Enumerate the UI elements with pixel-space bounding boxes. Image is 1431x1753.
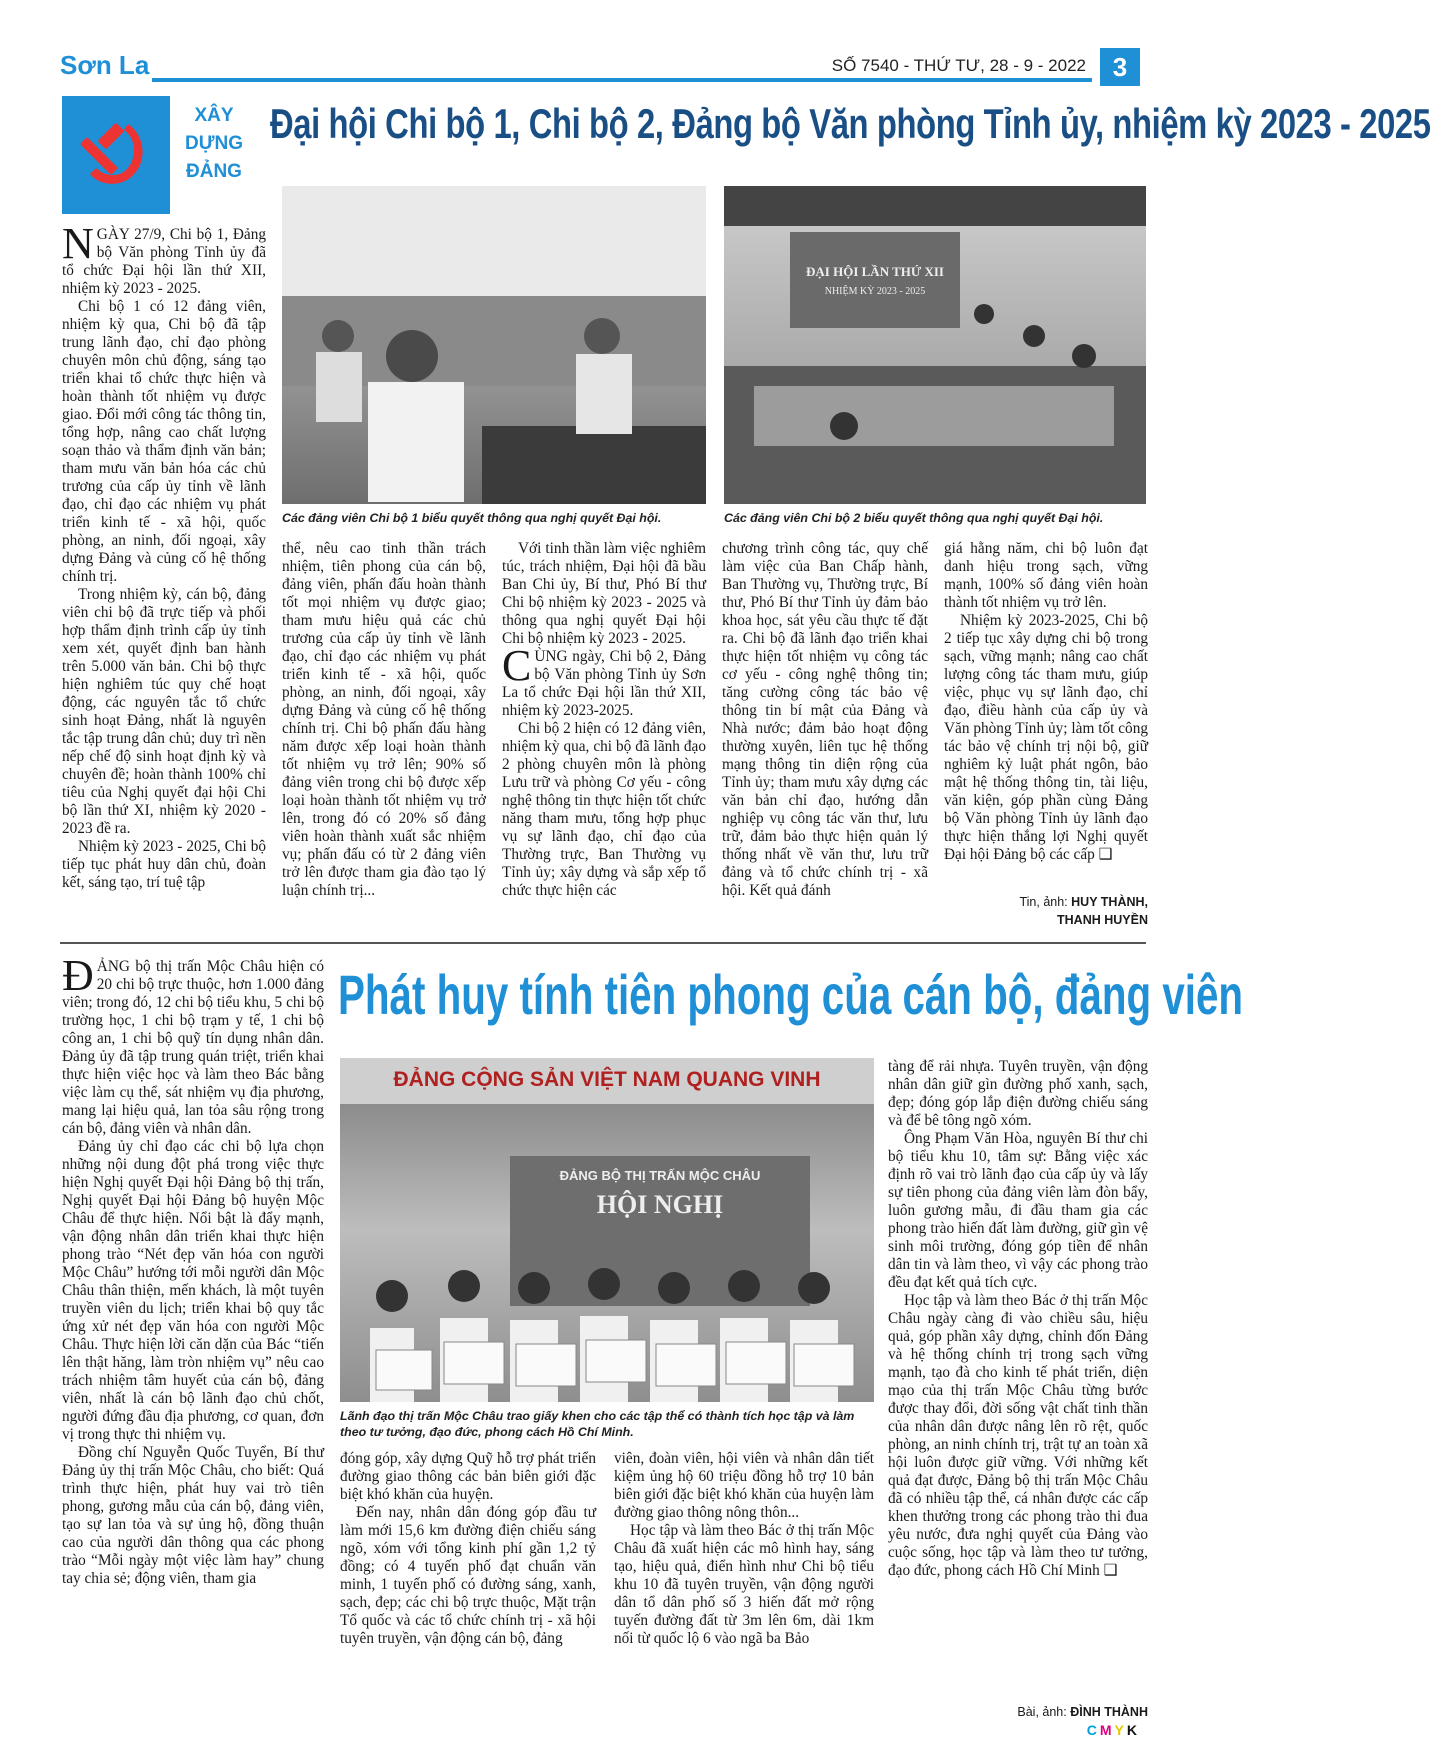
article1-column-1: NGÀY 27/9, Chi bộ 1, Đảng bộ Văn phòng Tỉnh ủy đã tổ chức Đại hội lần thứ XII, nhiệm kỳ 2023 - 2025. Chi bộ 1 có 12 đảng viên, nhiệm kỳ qua, Chi bộ đã tập trung lãnh đạo, chỉ đạo phòng chuyên môn chủ động, sáng tạo triển khai tổ chức thực hiện và hoàn thành tốt nhiệm vụ được giao. Đổi mới công tác thông tin, tổng hợp, nâng cao chất lượng soạn thảo và thẩm định văn bản; tham mưu văn bản hóa các chủ trương của cấp ủy tỉnh về lãnh đạo, chỉ đạo các nhiệm vụ phát triển kinh tế - xã hội, quốc phòng, an ninh, đối ngoại, xây dựng Đảng và củng cố hệ thống chính trị. Trong nhiệm kỳ, cán bộ, đảng viên chi bộ đã trực tiếp và phối hợp thẩm định trình cấp ủy tỉnh xem xét, quyết định ban hành trên 5.000 văn bản. Chi bộ thực hiện nghiêm túc quy chế hoạt động, các nguyên tắc tổ chức sinh hoạt Đảng, nhất là nguyên tắc tập trung dân chủ; duy trì nền nếp chế độ sinh hoạt định kỳ và chuyên đề; hoàn thành 100% chỉ tiêu của Nghị quyết đại hội Chi bộ lần thứ XI, nhiệm kỳ 2020 - 2023 đề ra. Nhiệm kỳ 2023 - 2025, Chi bộ tiếp tục phát huy dân chủ, đoàn kết, sáng tạo, trí tuệ tập — [62, 219, 266, 891]
article2-photo-caption: Lãnh đạo thị trấn Mộc Châu trao giấy khen cho các tập thể có thành tích học tập và làm theo tư tưởng, đạo đức, phong cách Hồ Chí Minh. — [340, 1409, 855, 1439]
header-rule — [152, 78, 1092, 82]
drop-cap: C — [502, 641, 532, 690]
cmyk-registration-mark: CMYK — [1086, 1722, 1140, 1738]
photo-banner-text: ĐẢNG CỘNG SẢN VIỆT NAM QUANG VINH — [393, 1068, 821, 1091]
article1-column-5: giá hằng năm, chi bộ luôn đạt danh hiệu trong sạch, vững mạnh, 100% số đảng viên hoàn thành tốt nhiệm vụ trở lên. Nhiệm kỳ 2023-2025, Chi bộ 2 tiếp tục xây dựng chi bộ trong sạch, vững mạnh; nâng cao chất lượng công tác tham mưu, giúp việc, phục vụ sự lãnh đạo, chỉ đạo, điều hành của cấp ủy và Văn phòng Tỉnh ủy; làm tốt công tác bảo vệ chính trị nội bộ, giữ nghiêm kỷ luật phát ngôn, bảo mật hệ thống thông tin, tài liệu, văn kiện, góp phần cùng Đảng bộ Văn phòng Tỉnh ủy lãnh đạo thực hiện thắng lợi Nghị quyết Đại hội Đảng bộ các cấp ❑ — [944, 540, 1148, 863]
article1-column-3: Với tinh thần làm việc nghiêm túc, trách nhiệm, Đại hội đã bầu Ban Chi ủy, Bí thư, Phó Bí thư Chi bộ nhiệm kỳ 2023 - 2025 và thông qua nghị quyết Đại hội Chi bộ nhiệm kỳ 2023 - 2025. CÙNG ngày, Chi bộ 2, Đảng bộ Văn phòng Tỉnh ủy Sơn La tổ chức Đại hội lần thứ XII, nhiệm kỳ 2023-2025. Chi bộ 2 hiện có 12 đảng viên, nhiệm kỳ qua, chi bộ đã lãnh đạo 2 phòng chuyên môn là phòng Lưu trữ và phòng Cơ yếu - công nghệ thông tin thực hiện tốt chức năng tham mưu, tổng hợp phục vụ sự lãnh đạo, chỉ đạo của Thường trực, Ban Thường vụ Tỉnh ủy; xây dựng và sắp xếp tổ chức thực hiện các — [502, 540, 706, 899]
article1-photo-1-caption: Các đảng viên Chi bộ 1 biểu quyết thông qua nghị quyết Đại hội. — [282, 511, 662, 525]
hammer-sickle-icon — [76, 114, 156, 194]
drop-cap: Đ — [62, 951, 94, 1000]
article1-photo-2 — [724, 186, 1146, 504]
photo-stage-title: HỘI NGHỊ — [596, 1190, 724, 1219]
article2-column-2: đóng góp, xây dựng Quỹ hỗ trợ phát triển đường giao thông các bản biên giới đặc biệt khó khăn của huyện. Đến nay, nhân dân đóng góp đầu tư làm mới 15,6 km đường điện chiếu sáng ngõ, xóm với tổng kinh phí gần 1,2 tỷ đồng; có 4 tuyến phố đạt chuẩn văn minh, 1 tuyến phố có đường sáng, xanh, sạch, đẹp; các chi bộ trực thuộc, Mặt trận Tổ quốc và các tổ chức chính trị - xã hội tuyên truyền, vận động cán bộ, đảng — [340, 1450, 596, 1647]
article1-column-4: chương trình công tác, quy chế làm việc của Ban Chấp hành, Ban Thường vụ, Thường trực, Bí thư, Phó Bí thư Tỉnh ủy đảm bảo khoa học, sát yêu cầu thực tế đặt ra. Chi bộ đã lãnh đạo triển khai thực hiện tốt nhiệm vụ công tác cơ yếu - công nghệ thông tin; tăng cường công tác bảo vệ thông tin bí mật của Đảng và Nhà nước; đảm bảo hoạt động thường xuyên, liên tục hệ thống mạng thông tin diện rộng của Tỉnh ủy; tham mưu xây dựng các văn bản chỉ đạo, hướng dẫn nghiệp vụ công tác văn thư, lưu trữ, đảm bảo thực hiện quản lý thống nhất về văn thư, lưu trữ đảng và tổ chức chính trị - xã hội. Kết quả đánh — [722, 540, 928, 899]
article2-column-1: ĐẢNG bộ thị trấn Mộc Châu hiện có 20 chi bộ trực thuộc, hơn 1.000 đảng viên; trong đó, 12 chi bộ tiểu khu, 5 chi bộ trường học, 1 chi bộ trạm y tế, 1 chi bộ công an, 1 chi bộ quỹ tín dụng nhân dân. Đảng ủy đã tập trung quán triệt, triển khai thực hiện việc học và làm theo Bác bằng việc làm cụ thể, sát nhiệm vụ địa phương, mang lại hiệu quả, lan tỏa sâu rộng trong cán bộ, đảng viên và nhân dân. Đảng ủy chỉ đạo các chi bộ lựa chọn những nội dung đột phá trong việc thực hiện Nghị quyết Đại hội Đảng bộ thị trấn, Nghị quyết Đại hội Đảng bộ huyện Mộc Châu để thực hiện. Nổi bật là đẩy mạnh, vận động nhân dân triển khai thực hiện phong trào “Nét đẹp văn hóa con người Mộc Châu” hướng tới mỗi người dân Mộc Châu thân thiện, mến khách, là một tuyên truyền viên du lịch; triển khai bộ quy tắc ứng xử nét đẹp văn hóa con người Mộc Châu. Thực hiện lời căn dặn của Bác “tiến lên thật hăng, làm tròn nhiệm vụ” nêu cao trách nhiệm tâm huyết của cán bộ, đảng viên, nhất là cán bộ lãnh đạo chủ chốt, người đứng đầu địa phương, cơ quan, đơn vị trong thực thi nhiệm vụ. Đồng chí Nguyễn Quốc Tuyển, Bí thư Đảng ủy thị trấn Mộc Châu, cho biết: Quá trình thực hiện, phát huy vai trò tiên phong, gương mẫu của cán bộ, đảng viên, tạo sự lan tỏa và sự ủng hộ, đồng thuận cao của người dân thông qua các phong trào “Mỗi ngày một việc làm hay” chung tay chia sẻ; động viên, tham gia — [62, 951, 324, 1587]
congress-photo-illustration — [724, 186, 1146, 504]
meeting-photo-illustration — [282, 186, 706, 504]
article2-column-4: tàng để rải nhựa. Tuyên truyền, vận động nhân dân giữ gìn đường phố xanh, sạch, đẹp; đóng góp lắp điện đường chiếu sáng và để bê tông ngõ xóm. Ông Phạm Văn Hòa, nguyên Bí thư chi bộ tiểu khu 10, tâm sự: Bằng việc xác định rõ vai trò lãnh đạo của cấp ủy và lấy sự tiên phong của đảng viên làm đòn bẩy, luôn gương mẫu, đi đầu tham gia các phong trào hiến đất làm đường, giữ gìn vệ sinh môi trường, đóng góp tiền để nhân dân tin và làm theo, vì vậy các phong trào đều đạt kết quả tích cực. Học tập và làm theo Bác ở thị trấn Mộc Châu ngày càng đi vào chiều sâu, hiệu quả, góp phần xây dựng, chỉnh đốn Đảng và hệ thống chính trị trong sạch vững mạnh, tạo đà cho kinh tế phát triển, diện mạo của thị trấn Mộc Châu từng bước được thay đổi, đời sống vật chất tinh thần của nhân dân được nâng lên rõ rệt, quốc phòng, an ninh chính trị, trật tự an toàn xã hội luôn được giữ vững. Với những kết quả đạt được, Đảng bộ thị trấn Mộc Châu đã có nhiều tập thể, cá nhân được các cấp khen thưởng trong các phong trào thi đua yêu nước, đưa nghị quyết của Đảng vào cuộc sống, học tập và làm theo tư tưởng, đạo đức, phong cách Hồ Chí Minh ❑ — [888, 1058, 1148, 1579]
article2-column-3: viên, đoàn viên, hội viên và nhân dân tiết kiệm ủng hộ 60 triệu đồng hỗ trợ 10 bản biên giới đặc biệt khó khăn của huyện làm đường giao thông nông thôn... Học tập và làm theo Bác ở thị trấn Mộc Châu đã xuất hiện các mô hình hay, sáng tạo, hiệu quả, điển hình như Chi bộ tiểu khu 10 đã tuyên truyền, vận động người dân tổ dân phố số 3 hiến đất mở rộng tuyến đường đất từ 3m lên 6m, dài 1km nối từ quốc lộ 6 vào ngã ba Bảo — [614, 1450, 874, 1647]
drop-cap: N — [62, 219, 94, 268]
page-header — [60, 48, 1140, 86]
issue-info: SỐ 7540 - THỨ TƯ, 28 - 9 - 2022 — [831, 56, 1086, 75]
photo2-banner-subtext: NHIỆM KỲ 2023 - 2025 — [824, 286, 926, 297]
article1-byline: Tin, ảnh: HUY THÀNH, THANH HUYỀN — [1019, 895, 1148, 927]
section-badge — [62, 96, 250, 216]
article2-headline: Phát huy tính tiên phong của cán bộ, đảng viên — [338, 963, 1243, 1026]
article2-byline: Bài, ảnh: ĐÌNH THÀNH — [1017, 1705, 1148, 1719]
photo-stage-text: ĐẢNG BỘ THỊ TRẤN MỘC CHÂU — [559, 1168, 761, 1183]
page-number: 3 — [1100, 48, 1140, 86]
article-divider — [60, 942, 1146, 944]
newspaper-brand: Sơn La — [60, 50, 150, 80]
article1-photo-1 — [282, 186, 706, 504]
photo2-banner-text: ĐẠI HỘI LẦN THỨ XII — [806, 264, 944, 279]
badge-icon-box — [62, 96, 170, 214]
article2-photo — [340, 1058, 874, 1402]
article1-photo-2-caption: Các đảng viên Chi bộ 2 biểu quyết thông qua nghị quyết Đại hội. — [724, 511, 1104, 525]
article1-headline: Đại hội Chi bộ 1, Chi bộ 2, Đảng bộ Văn phòng Tỉnh ủy, nhiệm kỳ 2023 - 2025 — [270, 100, 1431, 147]
badge-text: XÂY DỰNG ĐẢNG — [185, 105, 243, 182]
award-ceremony-illustration — [340, 1058, 874, 1402]
article1-column-2: thể, nêu cao tinh thần trách nhiệm, tiên phong của cán bộ, đảng viên, phấn đấu hoàn thành tốt mọi nhiệm vụ được giao; tham mưu hiệu quả các chủ trương của cấp ủy tỉnh về lãnh đạo, chỉ đạo các nhiệm vụ phát triển kinh tế - xã hội, quốc phòng, an ninh, đối ngoại, xây dựng Đảng và củng cố hệ thống chính trị. Chi bộ phấn đấu hàng năm được xếp loại hoàn thành tốt nhiệm vụ trở lên; 90% số đảng viên trong chi bộ được xếp loại hoàn thành tốt nhiệm vụ trở lên, trong đó có 20% số đảng viên hoàn thành xuất sắc nhiệm vụ; phấn đấu có từ 2 đảng viên trở lên được tham gia đào tạo lý luận chính trị... — [282, 540, 486, 899]
